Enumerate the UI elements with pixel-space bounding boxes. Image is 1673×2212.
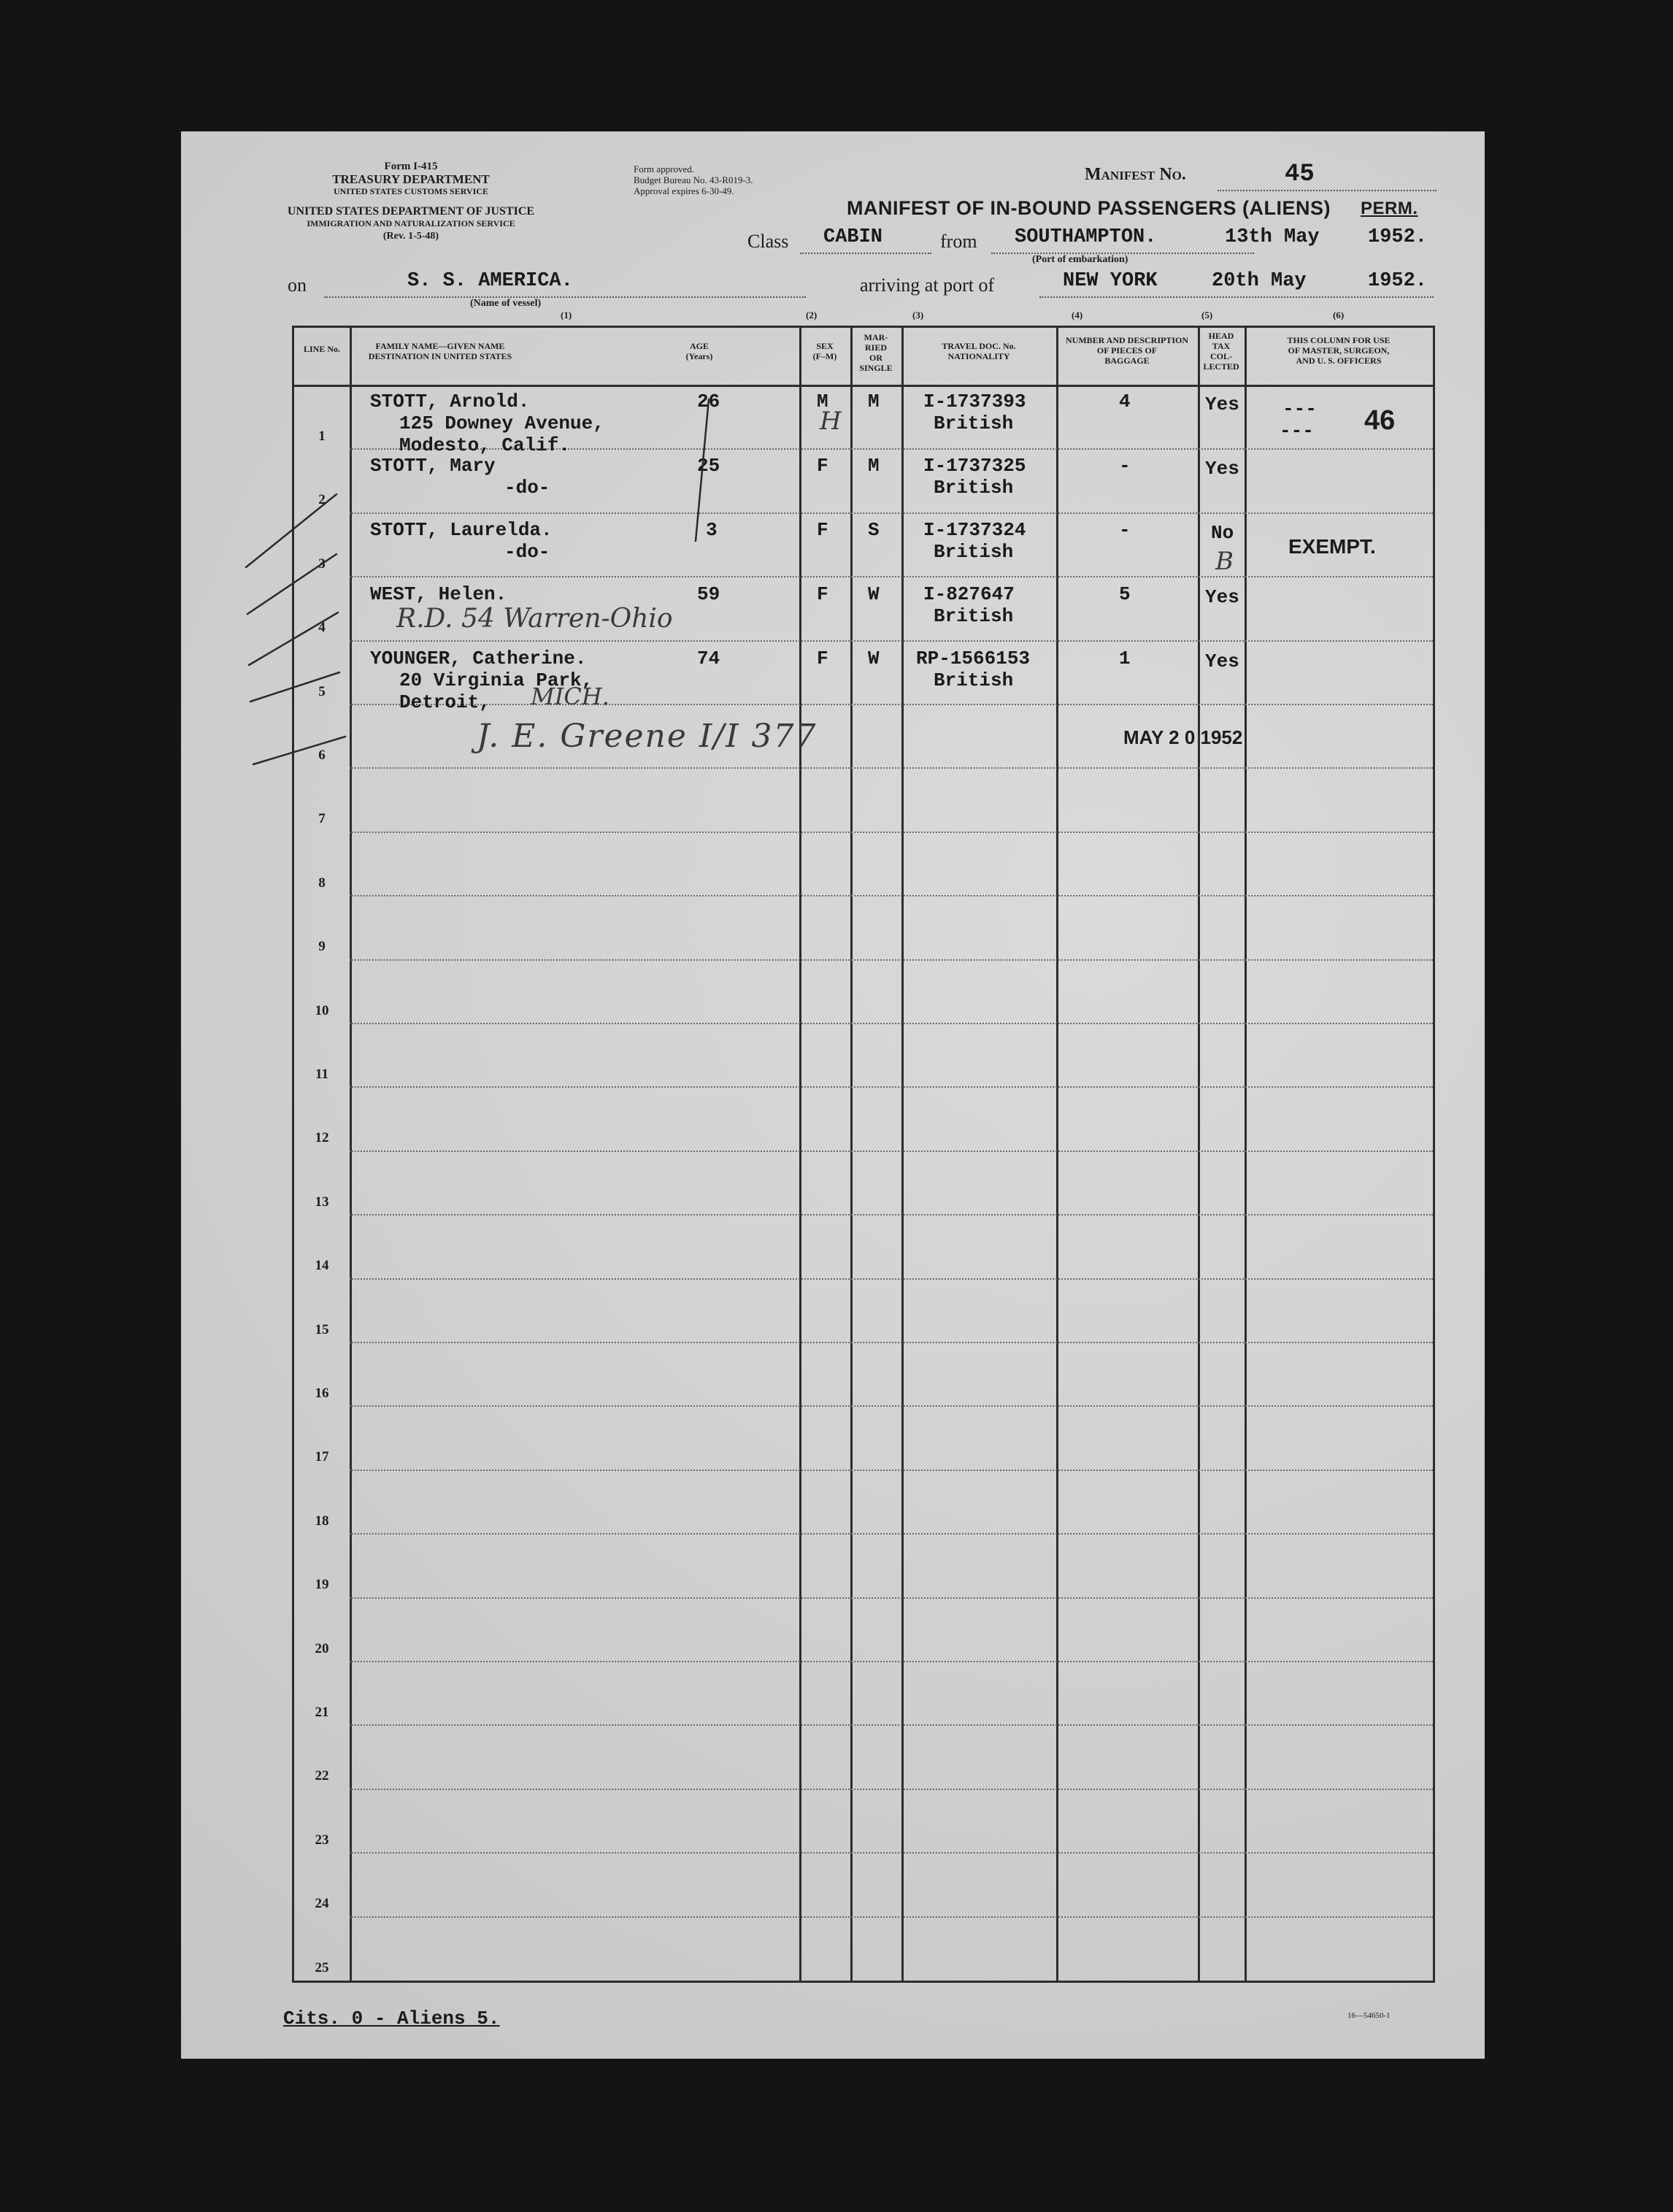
date-stamp: MAY 2 0 1952 xyxy=(1123,726,1243,748)
ins-service: IMMIGRATION AND NATURALIZATION SERVICE xyxy=(307,218,515,229)
passenger-doc: RP-1566153 xyxy=(916,648,1031,669)
line-number: 23 xyxy=(315,1832,329,1848)
approval-line-2: Budget Bureau No. 43-R019-3. xyxy=(634,174,753,185)
print-code: 16—54650-1 xyxy=(1347,2011,1391,2020)
line-number: 18 xyxy=(315,1513,329,1529)
manifest-no-value: 45 xyxy=(1285,161,1315,188)
passenger-destination: -do- xyxy=(504,541,550,563)
vessel-caption: (Name of vessel) xyxy=(470,298,542,309)
form-revision: (Rev. 1-5-48) xyxy=(382,231,439,242)
passenger-sex: F xyxy=(817,455,828,477)
passenger-married: M xyxy=(868,455,880,477)
line-number: 12 xyxy=(315,1130,329,1146)
passenger-head-tax: Yes xyxy=(1205,650,1239,672)
line-number: 4 xyxy=(318,620,326,636)
colnum-top-1: (1) xyxy=(561,310,572,320)
passenger-nationality: British xyxy=(934,605,1014,627)
header-sex: SEX (F–M) xyxy=(812,341,837,361)
line-number: 5 xyxy=(318,683,326,699)
passenger-destination: Modesto, Calif. xyxy=(399,434,571,456)
line-number: 20 xyxy=(315,1640,329,1656)
line-number: 25 xyxy=(315,1959,329,1975)
passenger-destination: 125 Downey Avenue, xyxy=(399,412,604,434)
passenger-married: M xyxy=(868,391,880,412)
passenger-sex: F xyxy=(817,648,828,669)
passenger-table xyxy=(292,326,1435,1983)
passenger-destination: 20 Virginia Park, xyxy=(399,669,593,691)
passenger-nationality: British xyxy=(934,541,1014,563)
row-rule xyxy=(350,1278,1433,1280)
vessel-line xyxy=(324,296,806,298)
passenger-head-tax: Yes xyxy=(1205,393,1239,415)
passenger-name: YOUNGER, Catherine. xyxy=(370,648,587,669)
line-number: 19 xyxy=(315,1577,329,1593)
line-number: 2 xyxy=(318,492,326,508)
header-age: AGE (Years) xyxy=(685,341,713,361)
header-travel-doc: TRAVEL DOC. No. NATIONALITY xyxy=(942,341,1016,361)
colnum-2: (2) xyxy=(806,310,818,320)
class-value: CABIN xyxy=(823,226,883,248)
passenger-baggage: - xyxy=(1119,455,1131,477)
passenger-sex: F xyxy=(817,583,828,605)
form-header-left xyxy=(280,161,542,242)
row-rule xyxy=(350,1661,1433,1662)
header-name: FAMILY NAME—GIVEN NAME DESTINATION IN UNITED STATES xyxy=(368,341,512,361)
manifest-title: MANIFEST OF IN-BOUND PASSENGERS (ALIENS) xyxy=(847,197,1331,219)
from-label: from xyxy=(940,231,977,252)
passenger-age: 26 xyxy=(697,391,720,412)
row-rule xyxy=(350,1533,1433,1535)
row-rule xyxy=(350,1724,1433,1726)
manifest-no-label: Manifest No. xyxy=(1085,165,1186,184)
row-rule xyxy=(350,1789,1433,1790)
vessel-name: S. S. AMERICA. xyxy=(407,270,573,292)
line-number: 17 xyxy=(315,1449,329,1465)
line-number: 13 xyxy=(315,1194,329,1210)
row-rule xyxy=(350,1151,1433,1152)
handwritten-address-west: R.D. 54 Warren-Ohio xyxy=(396,604,673,634)
passenger-doc: I-1737324 xyxy=(923,519,1026,541)
colnum-6: (6) xyxy=(1333,310,1345,320)
passenger-married: S xyxy=(868,519,880,541)
embark-date: 13th May xyxy=(1225,226,1320,248)
colnum-3: (3) xyxy=(912,310,924,320)
passenger-destination: -do- xyxy=(504,477,550,499)
line-number: 21 xyxy=(315,1705,329,1720)
manifest-page xyxy=(181,131,1485,2059)
officer-mark: --- xyxy=(1280,420,1314,442)
perm-label: PERM. xyxy=(1361,199,1418,218)
approval-line-3: Approval expires 6-30-49. xyxy=(634,185,734,196)
exempt-stamp: EXEMPT. xyxy=(1288,535,1376,558)
row-rule xyxy=(350,1852,1433,1854)
row-rule xyxy=(350,1023,1433,1024)
passenger-sex: F xyxy=(817,519,828,541)
line-number: 1 xyxy=(318,429,326,444)
header-baggage: NUMBER AND DESCRIPTION OF PIECES OF BAGGAGE xyxy=(1065,335,1189,366)
passenger-married: W xyxy=(868,583,880,605)
passenger-doc: I-827647 xyxy=(923,583,1015,605)
passenger-married: W xyxy=(868,648,880,669)
line-number: 8 xyxy=(318,875,326,891)
header-officers: THIS COLUMN FOR USE OF MASTER, SURGEON, AND U. S. OFFICERS xyxy=(1287,335,1391,366)
passenger-doc: I-1737393 xyxy=(923,391,1026,412)
line-number: 9 xyxy=(318,939,326,955)
arrival-date: 20th May xyxy=(1212,270,1307,292)
line-number: 3 xyxy=(318,556,326,572)
row-rule xyxy=(350,1470,1433,1471)
pen-marks xyxy=(242,372,753,780)
arrival-port: NEW YORK xyxy=(1063,270,1158,292)
colnum-4: (4) xyxy=(1072,310,1083,320)
row-rule xyxy=(350,895,1433,896)
line-number: 14 xyxy=(315,1258,329,1274)
colnum-5: (5) xyxy=(1201,310,1213,320)
handwritten-state: MICH. xyxy=(531,683,609,710)
passenger-name: STOTT, Laurelda. xyxy=(370,519,553,541)
line-number: 24 xyxy=(315,1896,329,1912)
arriving-label: arriving at port of xyxy=(860,274,995,296)
passenger-age: 74 xyxy=(697,648,720,669)
passenger-baggage: 1 xyxy=(1119,648,1131,669)
row-rule xyxy=(350,1086,1433,1088)
passenger-sex: M xyxy=(817,391,828,412)
from-value: SOUTHAMPTON. xyxy=(1015,226,1157,248)
passenger-age: 59 xyxy=(697,583,720,605)
passenger-baggage: 4 xyxy=(1119,391,1131,412)
passenger-head-tax: Yes xyxy=(1205,458,1239,480)
dept-treasury: TREASURY DEPARTMENT xyxy=(332,172,490,186)
footer-summary: Cits. 0 - Aliens 5. xyxy=(283,2008,500,2029)
embark-year: 1952. xyxy=(1368,226,1428,248)
passenger-nationality: British xyxy=(934,477,1014,499)
officer-number: 46 xyxy=(1364,405,1396,436)
header-head-tax: HEAD TAX COL- LECTED xyxy=(1203,331,1239,372)
arrival-year: 1952. xyxy=(1368,270,1428,292)
passenger-name: STOTT, Arnold. xyxy=(370,391,530,412)
passenger-head-tax-note: B xyxy=(1215,547,1234,576)
from-caption: (Port of embarkation) xyxy=(1032,254,1128,265)
row-rule xyxy=(350,1916,1433,1918)
passenger-name: STOTT, Mary xyxy=(370,455,496,477)
row-rule xyxy=(350,832,1433,833)
row-rule xyxy=(350,1405,1433,1407)
line-number: 16 xyxy=(315,1386,329,1401)
passenger-age: 25 xyxy=(697,455,720,477)
manifest-no-line xyxy=(1218,190,1437,191)
arrival-line xyxy=(1039,296,1434,298)
passenger-age: 3 xyxy=(706,519,718,541)
passenger-doc: I-1737325 xyxy=(923,455,1026,477)
inspector-signature: J. E. Greene I/I 377 xyxy=(477,718,818,755)
dept-justice: UNITED STATES DEPARTMENT OF JUSTICE xyxy=(287,205,535,218)
line-number: 11 xyxy=(315,1067,328,1082)
passenger-nationality: British xyxy=(934,669,1014,691)
header-married: MAR- RIED OR SINGLE xyxy=(859,332,893,373)
passenger-nationality: British xyxy=(934,412,1014,434)
form-number: Form I-415 xyxy=(384,161,438,172)
passenger-destination: Detroit, xyxy=(399,691,491,713)
passenger-head-tax: No xyxy=(1211,522,1234,544)
officer-mark: --- xyxy=(1282,398,1317,420)
approval-line-1: Form approved. xyxy=(634,164,695,174)
row-rule xyxy=(350,1342,1433,1343)
header-line-no: LINE No. xyxy=(303,344,340,354)
passenger-baggage: 5 xyxy=(1119,583,1131,605)
customs-service: UNITED STATES CUSTOMS SERVICE xyxy=(334,186,488,196)
passenger-head-tax: Yes xyxy=(1205,586,1239,608)
form-approval xyxy=(634,164,753,196)
row-rule xyxy=(350,1214,1433,1216)
line-number: 6 xyxy=(318,748,326,763)
class-line xyxy=(800,253,931,254)
class-label: Class xyxy=(747,231,789,252)
passenger-baggage: - xyxy=(1119,519,1131,541)
passenger-sex-note: H xyxy=(820,407,842,436)
row-rule xyxy=(350,1597,1433,1599)
row-rule xyxy=(350,959,1433,961)
line-number: 22 xyxy=(315,1768,329,1784)
on-label: on xyxy=(288,274,307,296)
line-number: 7 xyxy=(318,811,326,827)
line-number: 10 xyxy=(315,1002,329,1018)
passenger-name: WEST, Helen. xyxy=(370,583,507,605)
line-number: 15 xyxy=(315,1321,329,1337)
